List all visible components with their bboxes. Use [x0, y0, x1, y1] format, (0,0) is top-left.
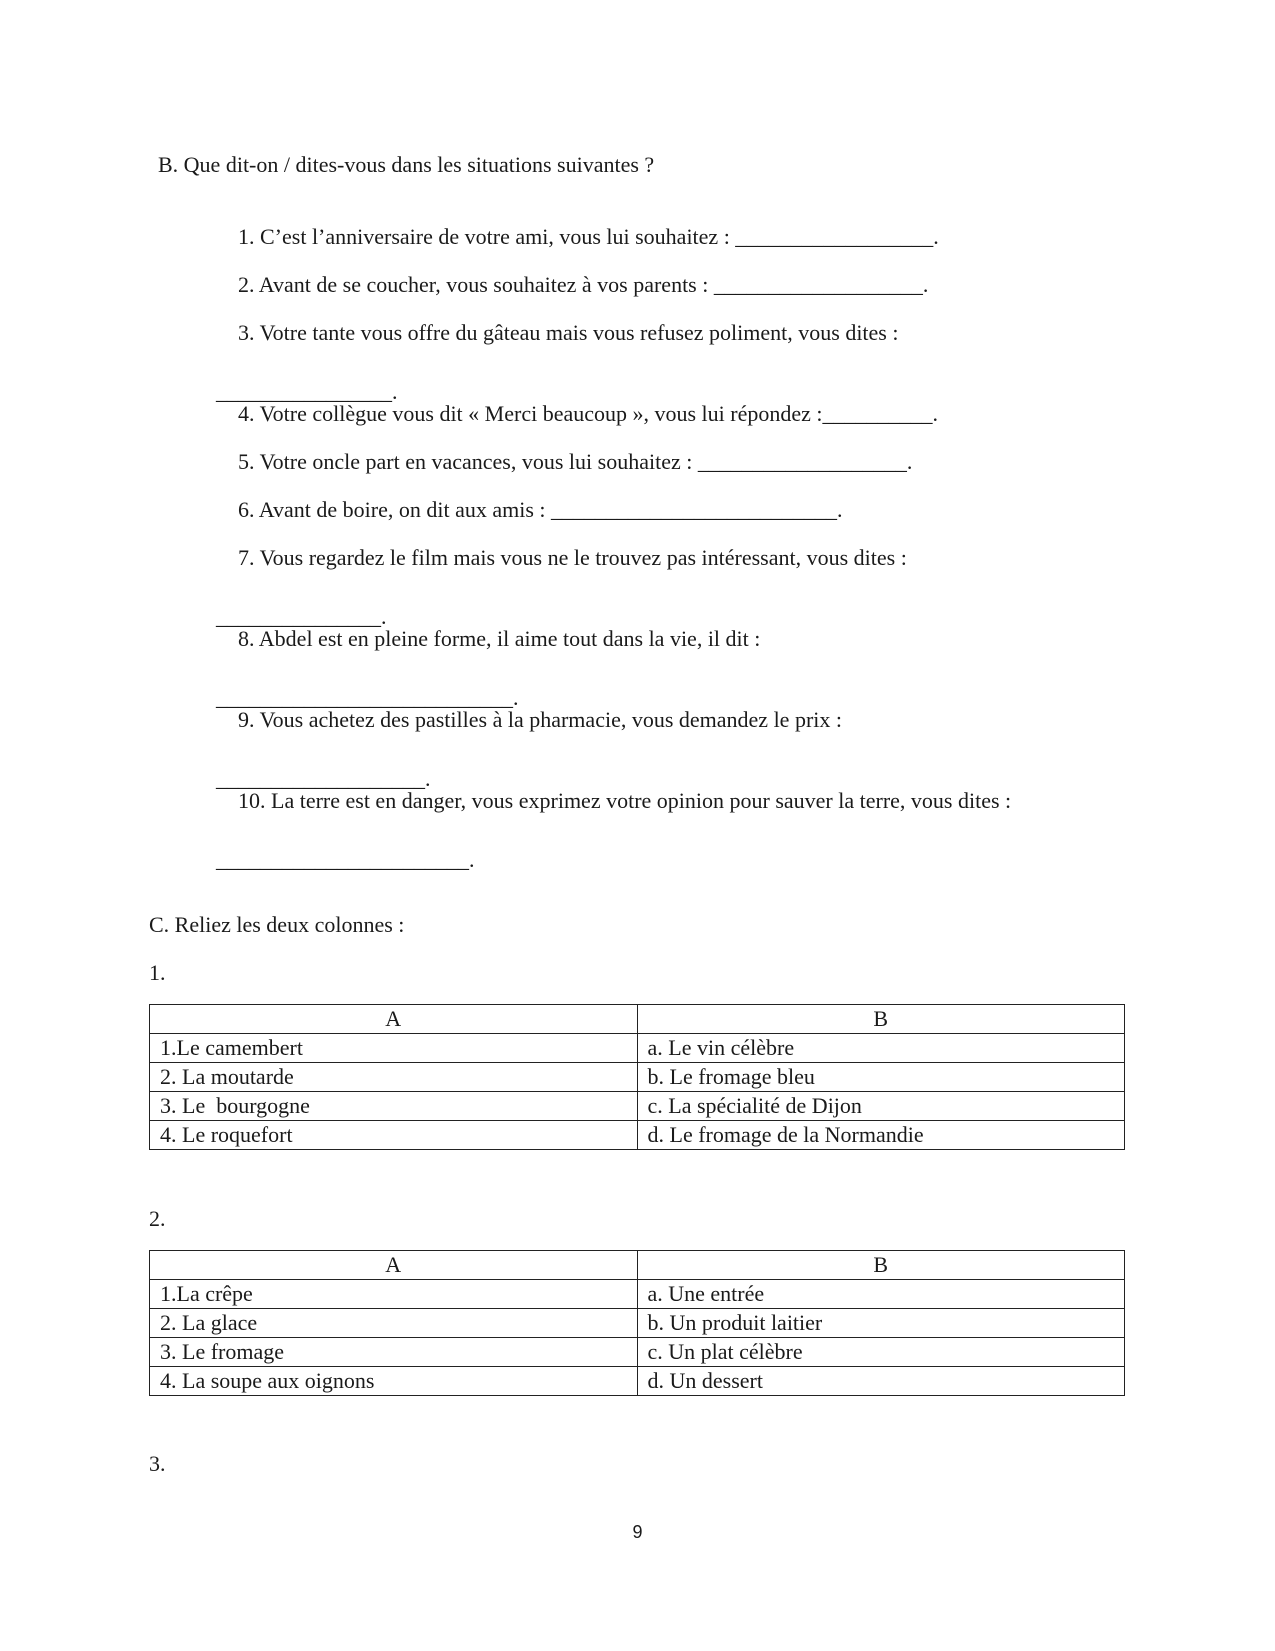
question-2-text: 2. Avant de se coucher, vous souhaitez à vos parents : ___________________.: [238, 272, 929, 297]
table-cell-a: 2. La moutarde: [150, 1063, 638, 1092]
question-10: [216, 762, 1011, 925]
table-row: [150, 1034, 1125, 1063]
table-cell-b: d. Un dessert: [637, 1367, 1125, 1396]
table-row: [150, 1367, 1125, 1396]
table-cell-a: 2. La glace: [150, 1309, 638, 1338]
column-a-header: A: [150, 1251, 638, 1280]
table-cell-a: 3. Le fromage: [150, 1338, 638, 1367]
column-a-header: A: [150, 1005, 638, 1034]
table-row: [150, 1280, 1125, 1309]
table-cell-a: 4. La soupe aux oignons: [150, 1367, 638, 1396]
table-cell-b: a. Le vin célèbre: [637, 1034, 1125, 1063]
matching-table-1: [149, 1004, 1125, 1150]
table-cell-b: b. Le fromage bleu: [637, 1063, 1125, 1092]
question-10-text: 10. La terre est en danger, vous exprimez votre opinion pour sauver la terre, vous dites :: [238, 788, 1012, 813]
question-9-blank: ___________________.: [216, 766, 431, 791]
table-3-label: 3.: [149, 1451, 166, 1476]
table-1-label: 1.: [149, 960, 166, 985]
table-row: [150, 1338, 1125, 1367]
table-row: [150, 1063, 1125, 1092]
matching-table-2: [149, 1250, 1125, 1396]
question-6-text: 6. Avant de boire, on dit aux amis : __________________________.: [238, 497, 843, 522]
section-c-title: C. Reliez les deux colonnes :: [149, 912, 405, 937]
table-header-row: [150, 1005, 1125, 1034]
question-3-blank: ________________.: [216, 379, 398, 404]
question-4-text: 4. Votre collègue vous dit « Merci beaucoup », vous lui répondez :__________.: [238, 401, 939, 426]
page-number: 9: [632, 1522, 643, 1542]
table-row: [150, 1121, 1125, 1150]
table-header-row: [150, 1251, 1125, 1280]
table-cell-a: 1.La crêpe: [150, 1280, 638, 1309]
table-cell-b: d. Le fromage de la Normandie: [637, 1121, 1125, 1150]
question-3-text: 3. Votre tante vous offre du gâteau mais vous refusez poliment, vous dites :: [238, 320, 899, 345]
table-cell-a: 3. Le bourgogne: [150, 1092, 638, 1121]
column-b-header: B: [637, 1005, 1125, 1034]
question-1-text: 1. C’est l’anniversaire de votre ami, vous lui souhaitez : __________________.: [238, 224, 939, 249]
table-row: [150, 1309, 1125, 1338]
table-cell-a: 4. Le roquefort: [150, 1121, 638, 1150]
table-cell-a: 1.Le camembert: [150, 1034, 638, 1063]
question-8-text: 8. Abdel est en pleine forme, il aime tout dans la vie, il dit :: [238, 626, 761, 651]
question-7-blank: _______________.: [216, 604, 387, 629]
section-b-title: B. Que dit-on / dites-vous dans les situations suivantes ?: [158, 152, 655, 177]
table-cell-b: b. Un produit laitier: [637, 1309, 1125, 1338]
table-cell-b: a. Une entrée: [637, 1280, 1125, 1309]
question-5-text: 5. Votre oncle part en vacances, vous lui souhaitez : ___________________.: [238, 449, 913, 474]
question-7-text: 7. Vous regardez le film mais vous ne le trouvez pas intéressant, vous dites :: [238, 545, 907, 570]
table-cell-b: c. La spécialité de Dijon: [637, 1092, 1125, 1121]
column-b-header: B: [637, 1251, 1125, 1280]
question-9-text: 9. Vous achetez des pastilles à la pharmacie, vous demandez le prix :: [238, 707, 842, 732]
table-2-label: 2.: [149, 1206, 166, 1231]
table-cell-b: c. Un plat célèbre: [637, 1338, 1125, 1367]
question-10-blank: _______________________.: [216, 847, 475, 872]
question-8-blank: ___________________________.: [216, 685, 519, 710]
table-row: [150, 1092, 1125, 1121]
